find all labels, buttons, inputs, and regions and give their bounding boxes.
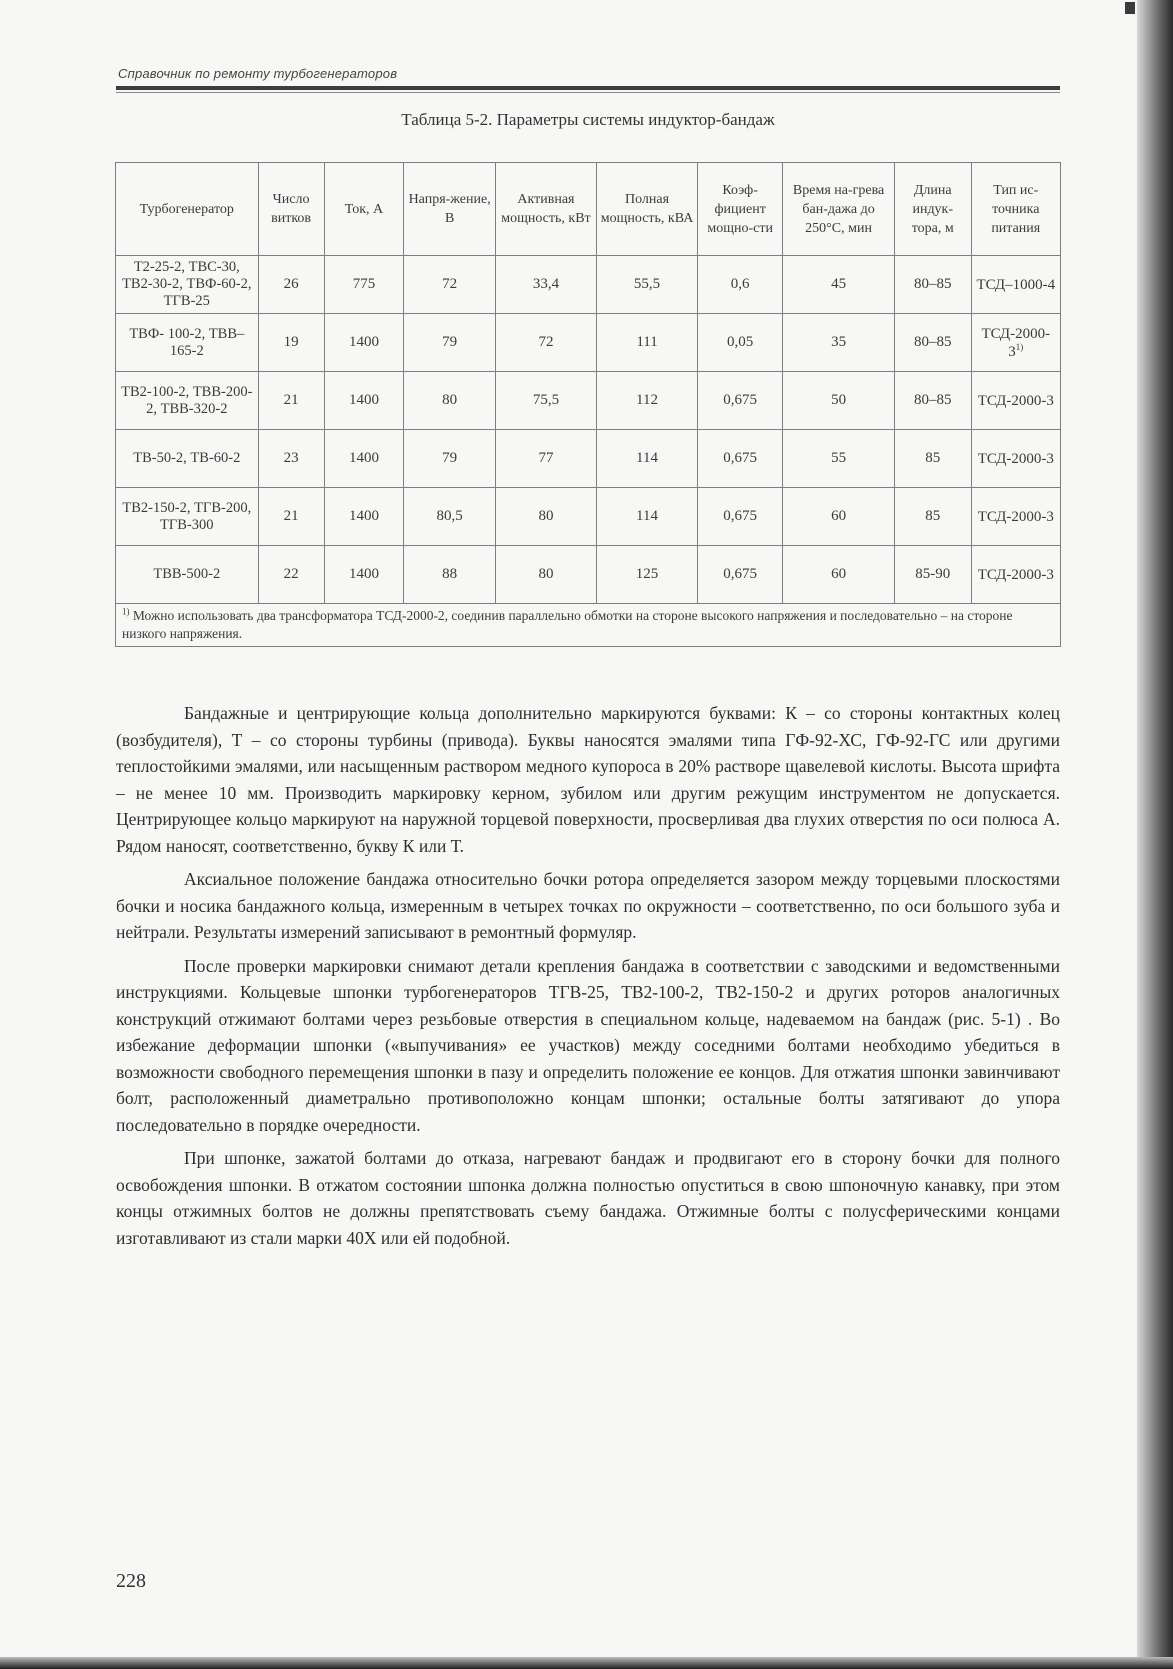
paragraph: При шпонке, зажатой болтами до отказа, нагревают бандаж и продвигают его в сторону бочки для полного освобождения шпонки. В отжатом состоянии шпонка должна полностью опуститься в свою шпоночную канавку, при этом концы отжимных болтов не должны препятствовать съему бандажа. Отжимные болты с полусферическими концами изготавливают из стали марки 40Х или ей подобной. [116,1148,1060,1248]
table-cell: ТВФ- 100-2, ТВВ– 165-2 [116,314,259,372]
table-cell: 88 [404,546,496,604]
table-cell: 22 [258,546,324,604]
table-cell: 1400 [324,430,404,488]
table-row [116,488,1061,546]
table-cell: 21 [258,372,324,430]
column-header: Число витков [258,163,324,256]
table-cell: ТВВ-500-2 [116,546,259,604]
column-header: Ток, А [324,163,404,256]
source-type: ТСД-2000-3 [977,450,1054,467]
paragraph: После проверки маркировки снимают детали крепления бандажа в соответствии с заводскими и ведомственными инструкциями. Кольцевые шпонки турбогенераторов ТГВ-25, ТВ2-100-2, ТВ2-150-2 и других роторов аналогичных конструкций отжимают болтами через резьбовые отверстия в специальном кольце, надеваемом на бандаж (рис. 5-1) . Во избежание деформации шпонки («выпучивания» ее участков) между соседними болтами необходимо убедиться в возможности свободного перемещения шпонки в пазу и определить положение ее концов. Для отжатия шпонки завинчивают болт, расположенный диаметрально противоположно концам шпонки; остальные болты затягивают до упора последовательно в порядке очередности. [116,955,1060,1135]
table-cell: 1400 [324,546,404,604]
table-cell: 79 [404,430,496,488]
table-cell: ТВ2-100-2, ТВВ-200-2, ТВВ-320-2 [116,372,259,430]
table-cell: 125 [596,546,697,604]
table-cell: 55,5 [596,256,697,314]
column-header: Полная мощность, кВА [596,163,697,256]
table-cell: 26 [258,256,324,314]
table-cell: 60 [783,546,895,604]
table-cell: 21 [258,488,324,546]
table-row [116,372,1061,430]
column-header: Время на-грева бан-дажа до 250°С, мин [783,163,895,256]
table-cell: 72 [495,314,596,372]
table-cell: 79 [404,314,496,372]
table-header-row [116,163,1061,256]
source-type: ТСД-2000-3 [977,392,1054,409]
table-footnote [116,604,1061,647]
table-cell: 85 [894,488,971,546]
header-rule [116,86,1060,90]
table-cell [971,256,1060,314]
column-header: Турбогенератор [116,163,259,256]
table-cell: 1400 [324,314,404,372]
table-cell: 85 [894,430,971,488]
table-cell: 35 [783,314,895,372]
column-header: Коэф-фициент мощно-сти [698,163,783,256]
table-cell: 50 [783,372,895,430]
footnote-marker: 1) [122,606,130,617]
header-rule-thin [116,92,1060,93]
parameters-table [115,162,1061,647]
table-cell [971,546,1060,604]
table-cell: 1400 [324,488,404,546]
table-cell [971,430,1060,488]
column-header: Активная мощность, кВт [495,163,596,256]
table-cell: 111 [596,314,697,372]
table-cell: Т2-25-2, ТВС-30, ТВ2-30-2, ТВФ-60-2, ТГВ-25 [116,256,259,314]
table-cell: 72 [404,256,496,314]
table-cell: ТВ-50-2, ТВ-60-2 [116,430,259,488]
table-cell: 60 [783,488,895,546]
table-cell [971,372,1060,430]
scan-corner-mark [1125,2,1135,14]
table-cell: 80–85 [894,372,971,430]
table-cell: 77 [495,430,596,488]
body-text [116,700,1060,1258]
paragraph: Бандажные и центрирующие кольца дополнительно маркируются буквами: К – со стороны контактных колец (возбудителя), Т – со стороны турбины (привода). Буквы наносятся эмалями типа ГФ-92-ХС, ГФ-92-ГС или другими теплостойкими эмалями, или насыщенным раствором медного купороса в 20% растворе щавелевой кислоты. Высота шрифта – не менее 10 мм. Производить маркировку керном, зубилом или другим режущим инструментом не допускается. Центрирующее кольцо маркируют на наружной торцевой поверхности, просверливая два глухих отверстия по оси полюса А. Рядом наносят, соответственно, букву К или Т. [116,703,1060,856]
source-type: ТСД-2000-3 [981,325,1051,360]
source-type: ТСД-2000-3 [977,508,1054,525]
table-cell: 112 [596,372,697,430]
table-cell: 80 [404,372,496,430]
table-cell: 75,5 [495,372,596,430]
table-cell: 85-90 [894,546,971,604]
table-cell: 80–85 [894,314,971,372]
column-header: Длина индук-тора, м [894,163,971,256]
running-head: Справочник по ремонту турбогенераторов [118,66,398,81]
table-cell: 114 [596,430,697,488]
table-cell: 19 [258,314,324,372]
binding-shadow [1137,0,1173,1669]
table-cell: 0,675 [698,546,783,604]
column-header: Напря-жение, В [404,163,496,256]
footnote-text: Можно использовать два трансформатора ТСД-2000-2, соединив параллельно обмотки на стороне высокого напряжения и последовательно – на стороне низкого напряжения. [122,608,1013,641]
page-number: 228 [116,1570,146,1592]
table-cell: 0,675 [698,488,783,546]
source-type: ТСД-2000-3 [977,566,1054,583]
source-type: ТСД–1000-4 [976,276,1056,293]
table-cell: 0,6 [698,256,783,314]
table-cell: 114 [596,488,697,546]
table-cell: 45 [783,256,895,314]
table-caption: Таблица 5-2. Параметры системы индуктор-бандаж [401,110,775,129]
table-cell: 80 [495,488,596,546]
table-cell: 80 [495,546,596,604]
table-row [116,256,1061,314]
table-row [116,546,1061,604]
table-cell: 80,5 [404,488,496,546]
table-cell: 33,4 [495,256,596,314]
table-cell [971,488,1060,546]
table-cell: 0,675 [698,372,783,430]
table-cell: 0,05 [698,314,783,372]
table-cell: 775 [324,256,404,314]
table-cell: 55 [783,430,895,488]
table-cell: 0,675 [698,430,783,488]
table-cell: ТВ2-150-2, ТГВ-200, ТГВ-300 [116,488,259,546]
table-row [116,314,1061,372]
table-footnote-row [116,604,1061,647]
paragraph: Аксиальное положение бандажа относительно бочки ротора определяется зазором между торцевыми плоскостями бочки и носика бандажного кольца, измеренным в четырех точках по окружности – соответственно, по оси большого зуба и нейтрали. Результаты измерений записывают в ремонтный формуляр. [116,869,1060,942]
table-cell: 23 [258,430,324,488]
bottom-edge-shadow [0,1657,1173,1669]
footnote-ref: 1) [1015,341,1024,352]
table-cell [971,314,1060,372]
column-header: Тип ис-точника питания [971,163,1060,256]
table-cell: 1400 [324,372,404,430]
table-cell: 80–85 [894,256,971,314]
table-row [116,430,1061,488]
